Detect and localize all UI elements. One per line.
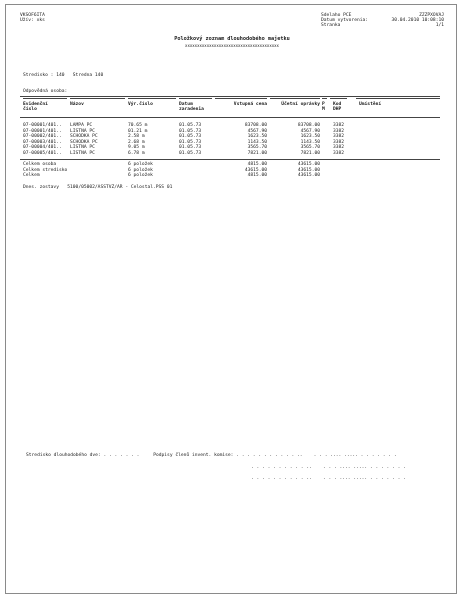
row-part-number: 2.58 m bbox=[128, 134, 145, 140]
summary-cost: 43615.00 bbox=[244, 167, 267, 173]
row-inv-number: 07-00001/401.. bbox=[23, 128, 62, 134]
summary-correction: 43615.00 bbox=[297, 173, 320, 179]
header-right-label-3: Stranka bbox=[321, 23, 341, 28]
row-cost: 1623.50 bbox=[247, 134, 267, 140]
row-cost: 4567.90 bbox=[247, 128, 267, 134]
report-subtitle: xxxxxxxxxxxxxxxxxxxxxxxxxxxxxxxxxxxxxxx bbox=[185, 43, 279, 48]
section-divider bbox=[20, 96, 440, 97]
row-date: 01.05.73 bbox=[179, 145, 202, 151]
row-name: SCHODKA PC bbox=[70, 134, 98, 140]
row-inv-number: 07-00005/401.. bbox=[23, 151, 62, 156]
col-inv-2: číslo bbox=[23, 107, 37, 112]
row-name: LISTNA PC bbox=[70, 128, 95, 134]
col-rule-inv bbox=[23, 98, 67, 99]
header-left-2: Užív: xks bbox=[20, 18, 45, 23]
summary-correction: 43615.00 bbox=[297, 167, 320, 173]
header-right-label-1: Sdelaho PCE bbox=[321, 13, 352, 18]
header-left-1: VKSOF6ITA bbox=[20, 13, 45, 18]
row-inv-number: 07-00002/401.. bbox=[23, 134, 62, 140]
header-right-value-1: ZZZPXOVAJ bbox=[419, 13, 444, 18]
header-right-value-2: 30.04.2010 10:08:10 bbox=[391, 18, 444, 23]
col-code-2: DHP bbox=[333, 107, 342, 112]
col-rule-cost bbox=[215, 98, 267, 99]
col-part: Výr.číslo bbox=[128, 102, 153, 107]
col-rule-corr bbox=[270, 98, 320, 99]
col-place: Umístění bbox=[359, 102, 382, 107]
row-part-number: 2.68 m bbox=[128, 139, 145, 145]
row-inv-number: 07-00004/401.. bbox=[23, 145, 62, 151]
col-rule-part bbox=[128, 98, 176, 99]
row-correction: 7821.00 bbox=[300, 151, 320, 156]
col-corr: Účetní oprávky bbox=[281, 102, 320, 107]
row-correction: 3565.70 bbox=[300, 145, 320, 151]
row-name: LAMPA PC bbox=[70, 123, 93, 128]
col-cost: Vstupná cena bbox=[233, 102, 267, 107]
col-date-2: zaradenia bbox=[179, 107, 204, 112]
row-code: 3382 bbox=[333, 128, 345, 134]
col-mark-1: P bbox=[322, 102, 325, 107]
col-date-1: Datum bbox=[179, 102, 193, 107]
summary-label: Celkem stredisko bbox=[23, 167, 68, 173]
row-part-number: 70.65 m bbox=[128, 123, 148, 128]
header-bottom-rule bbox=[20, 117, 440, 118]
summary-count: 6 položek bbox=[128, 162, 153, 167]
row-correction: 1143.50 bbox=[300, 139, 320, 145]
filter-line: Stredisko : 140 Stredna 140 bbox=[23, 73, 104, 78]
row-correction: 4567.90 bbox=[300, 128, 320, 134]
row-code: 3382 bbox=[333, 139, 345, 145]
summary-label: Celkem osoba bbox=[23, 162, 57, 167]
row-code: 3382 bbox=[333, 134, 345, 140]
header-right-label-2: Datum vytvorenia: bbox=[321, 18, 369, 23]
section-label: Odpovědná osoba: bbox=[23, 89, 68, 94]
footnote: Dnes. zostavy 5100/05002/ASSTVZ/AR - Celostal.PSS 01 bbox=[23, 185, 173, 190]
row-cost: 83708.00 bbox=[244, 123, 267, 128]
col-rule-mark bbox=[322, 98, 327, 99]
row-inv-number: 07-00001/401.. bbox=[23, 123, 62, 128]
row-cost: 3565.70 bbox=[247, 145, 267, 151]
col-rule-name bbox=[70, 98, 125, 99]
header-right-value-3: 1/1 bbox=[435, 23, 444, 28]
row-name: LISTNA PC bbox=[70, 151, 95, 156]
row-inv-number: 07-00003/401.. bbox=[23, 139, 62, 145]
signature-line-2: . . . . . . . . . . .. . . . .... ..... . . . . . . . bbox=[251, 465, 406, 470]
summary-cost: 4815.00 bbox=[247, 162, 267, 167]
row-name: SCHODKA PC bbox=[70, 139, 98, 145]
summary-count: 6 položek bbox=[128, 173, 153, 179]
col-mark-2: M bbox=[322, 107, 325, 112]
row-code: 3382 bbox=[333, 151, 345, 156]
row-correction: 83708.00 bbox=[297, 123, 320, 128]
col-name: Názov bbox=[70, 102, 84, 107]
col-rule-code bbox=[330, 98, 347, 99]
row-part-number: 6.78 m bbox=[128, 151, 145, 156]
row-part-number: 01.21 m bbox=[128, 128, 148, 134]
row-part-number: 9.05 m bbox=[128, 145, 145, 151]
summary-count: 6 položek bbox=[128, 167, 153, 173]
row-correction: 1623.50 bbox=[300, 134, 320, 140]
row-date: 01.05.73 bbox=[179, 139, 202, 145]
report-page bbox=[5, 4, 457, 594]
report-title: Položkový zoznam dlouhodobého majetku bbox=[174, 36, 290, 42]
row-cost: 7821.00 bbox=[247, 151, 267, 156]
summary-correction: 43615.00 bbox=[297, 162, 320, 167]
row-date: 01.05.73 bbox=[179, 128, 202, 134]
row-code: 3382 bbox=[333, 145, 345, 151]
row-date: 01.05.73 bbox=[179, 134, 202, 140]
row-cost: 1143.50 bbox=[247, 139, 267, 145]
signature-line-1: Stredisko dlouhodobého dve: . . . . . . . Podpisy členů invent. komise: . . . . . . . . . . . .. . . . .... ..... . . . . . . . bbox=[26, 453, 397, 458]
signature-line-3: . . . . . . . . . . .. . . . .... ..... . . . . . . . bbox=[251, 476, 406, 481]
row-date: 01.05.73 bbox=[179, 151, 202, 156]
summary-label: Celkem bbox=[23, 173, 40, 179]
row-date: 01.05.73 bbox=[179, 123, 202, 128]
col-inv-1: Evidenční bbox=[23, 102, 48, 107]
col-code-1: Kod bbox=[333, 102, 342, 107]
row-name: LISTNA PC bbox=[70, 145, 95, 151]
col-rule-place bbox=[356, 98, 440, 99]
rows-bottom-rule bbox=[20, 159, 440, 160]
col-rule-date bbox=[179, 98, 212, 99]
row-code: 3382 bbox=[333, 123, 345, 128]
summary-cost: 4815.00 bbox=[247, 173, 267, 179]
